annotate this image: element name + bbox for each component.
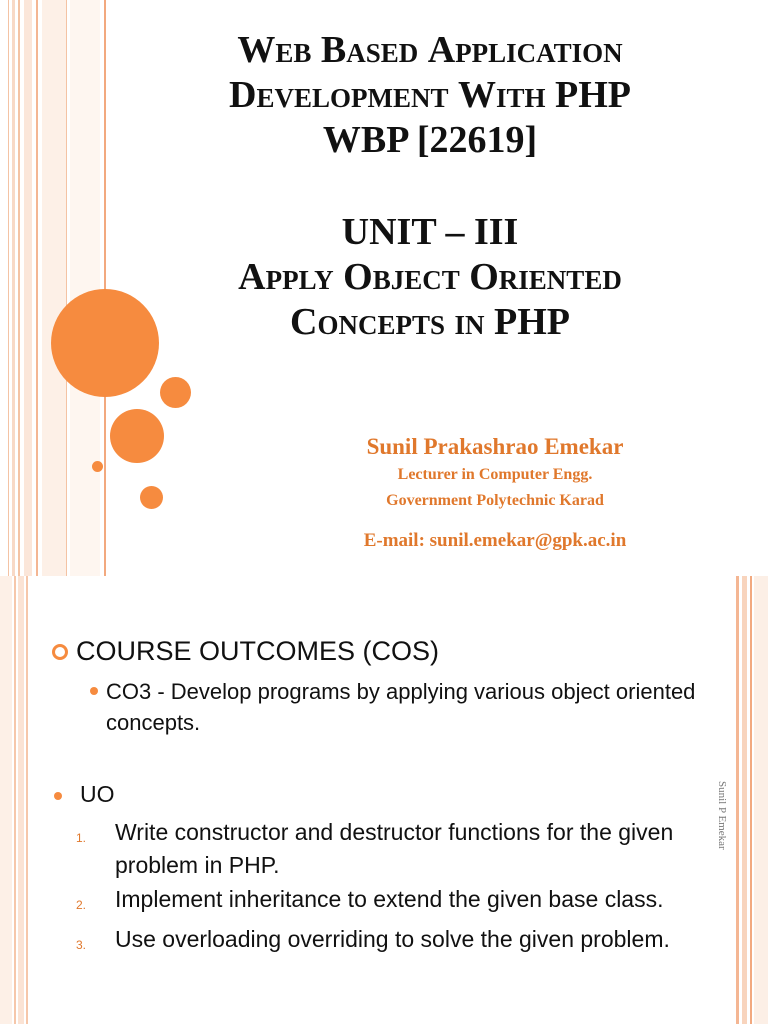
slide-title: [150, 28, 710, 163]
author-institute: Government Polytechnic Karad: [386, 492, 604, 509]
author-name: Sunil Prakashrao Emekar: [366, 434, 624, 459]
uo-list: [76, 816, 726, 963]
dot-bullet-icon: [90, 687, 98, 695]
decor-stripe: [36, 0, 38, 576]
decor-stripe: [24, 0, 32, 576]
list-number: 1.: [76, 831, 87, 845]
outcomes-heading-text: COURSE OUTCOMES (COS): [76, 636, 440, 666]
unit-word: in: [454, 301, 485, 343]
decor-stripe: [742, 576, 747, 1024]
author-designation: Lecturer in Computer Engg.: [397, 466, 593, 483]
author-block: [290, 432, 700, 554]
unit-word: Apply: [238, 256, 334, 298]
title-word: Based: [320, 29, 419, 71]
title-word: Web: [237, 29, 312, 71]
ring-bullet-icon: [52, 644, 68, 660]
decor-stripe: [66, 0, 67, 576]
large-circle-icon: [51, 289, 159, 397]
title-word: PHP: [555, 74, 631, 116]
unit-title: [150, 210, 710, 345]
list-number: 3.: [76, 938, 87, 952]
title-word: Development: [229, 74, 449, 116]
list-text: Implement inheritance to extend the given base class.: [115, 886, 664, 912]
uo-heading: UO: [80, 781, 115, 807]
title-word: With: [457, 74, 546, 116]
unit-number: UNIT – III: [341, 211, 519, 253]
list-item: [76, 816, 726, 882]
medium-circle-icon: [110, 409, 164, 463]
decor-stripe: [104, 0, 106, 576]
unit-word: Object: [343, 256, 460, 298]
unit-word: Oriented: [469, 256, 622, 298]
decor-stripe: [18, 0, 20, 576]
unit-word: PHP: [494, 301, 570, 343]
decor-stripe: [12, 0, 15, 576]
title-word: Application: [427, 29, 623, 71]
small-circle-icon: [160, 377, 191, 408]
tiny-circle-icon: [92, 461, 103, 472]
small-circle-icon: [140, 486, 163, 509]
list-text: Use overloading overriding to solve the given problem.: [115, 926, 670, 952]
list-item: [76, 923, 726, 962]
decor-stripe: [750, 576, 752, 1024]
decor-stripe: [754, 576, 768, 1024]
list-text: Write constructor and destructor functions for the given problem in PHP.: [115, 819, 674, 878]
slide-body: [0, 576, 720, 1024]
decor-stripe: [42, 0, 66, 576]
decor-stripe: [8, 0, 9, 576]
course-code: WBP [22619]: [322, 119, 538, 161]
decor-stripe: [736, 576, 739, 1024]
content-slide: [0, 576, 768, 1024]
decor-stripe: [70, 0, 100, 576]
list-number: 2.: [76, 898, 87, 912]
course-outcome-text: CO3 - Develop programs by applying various object oriented concepts.: [106, 679, 696, 735]
author-email: E-mail: sunil.emekar@gpk.ac.in: [363, 530, 627, 551]
outcomes-heading: [52, 636, 439, 667]
dot-bullet-icon: [54, 792, 62, 800]
unit-word: Concepts: [290, 301, 445, 343]
list-item: [76, 883, 726, 922]
side-author-label: Sunil P Emekar: [716, 781, 728, 850]
